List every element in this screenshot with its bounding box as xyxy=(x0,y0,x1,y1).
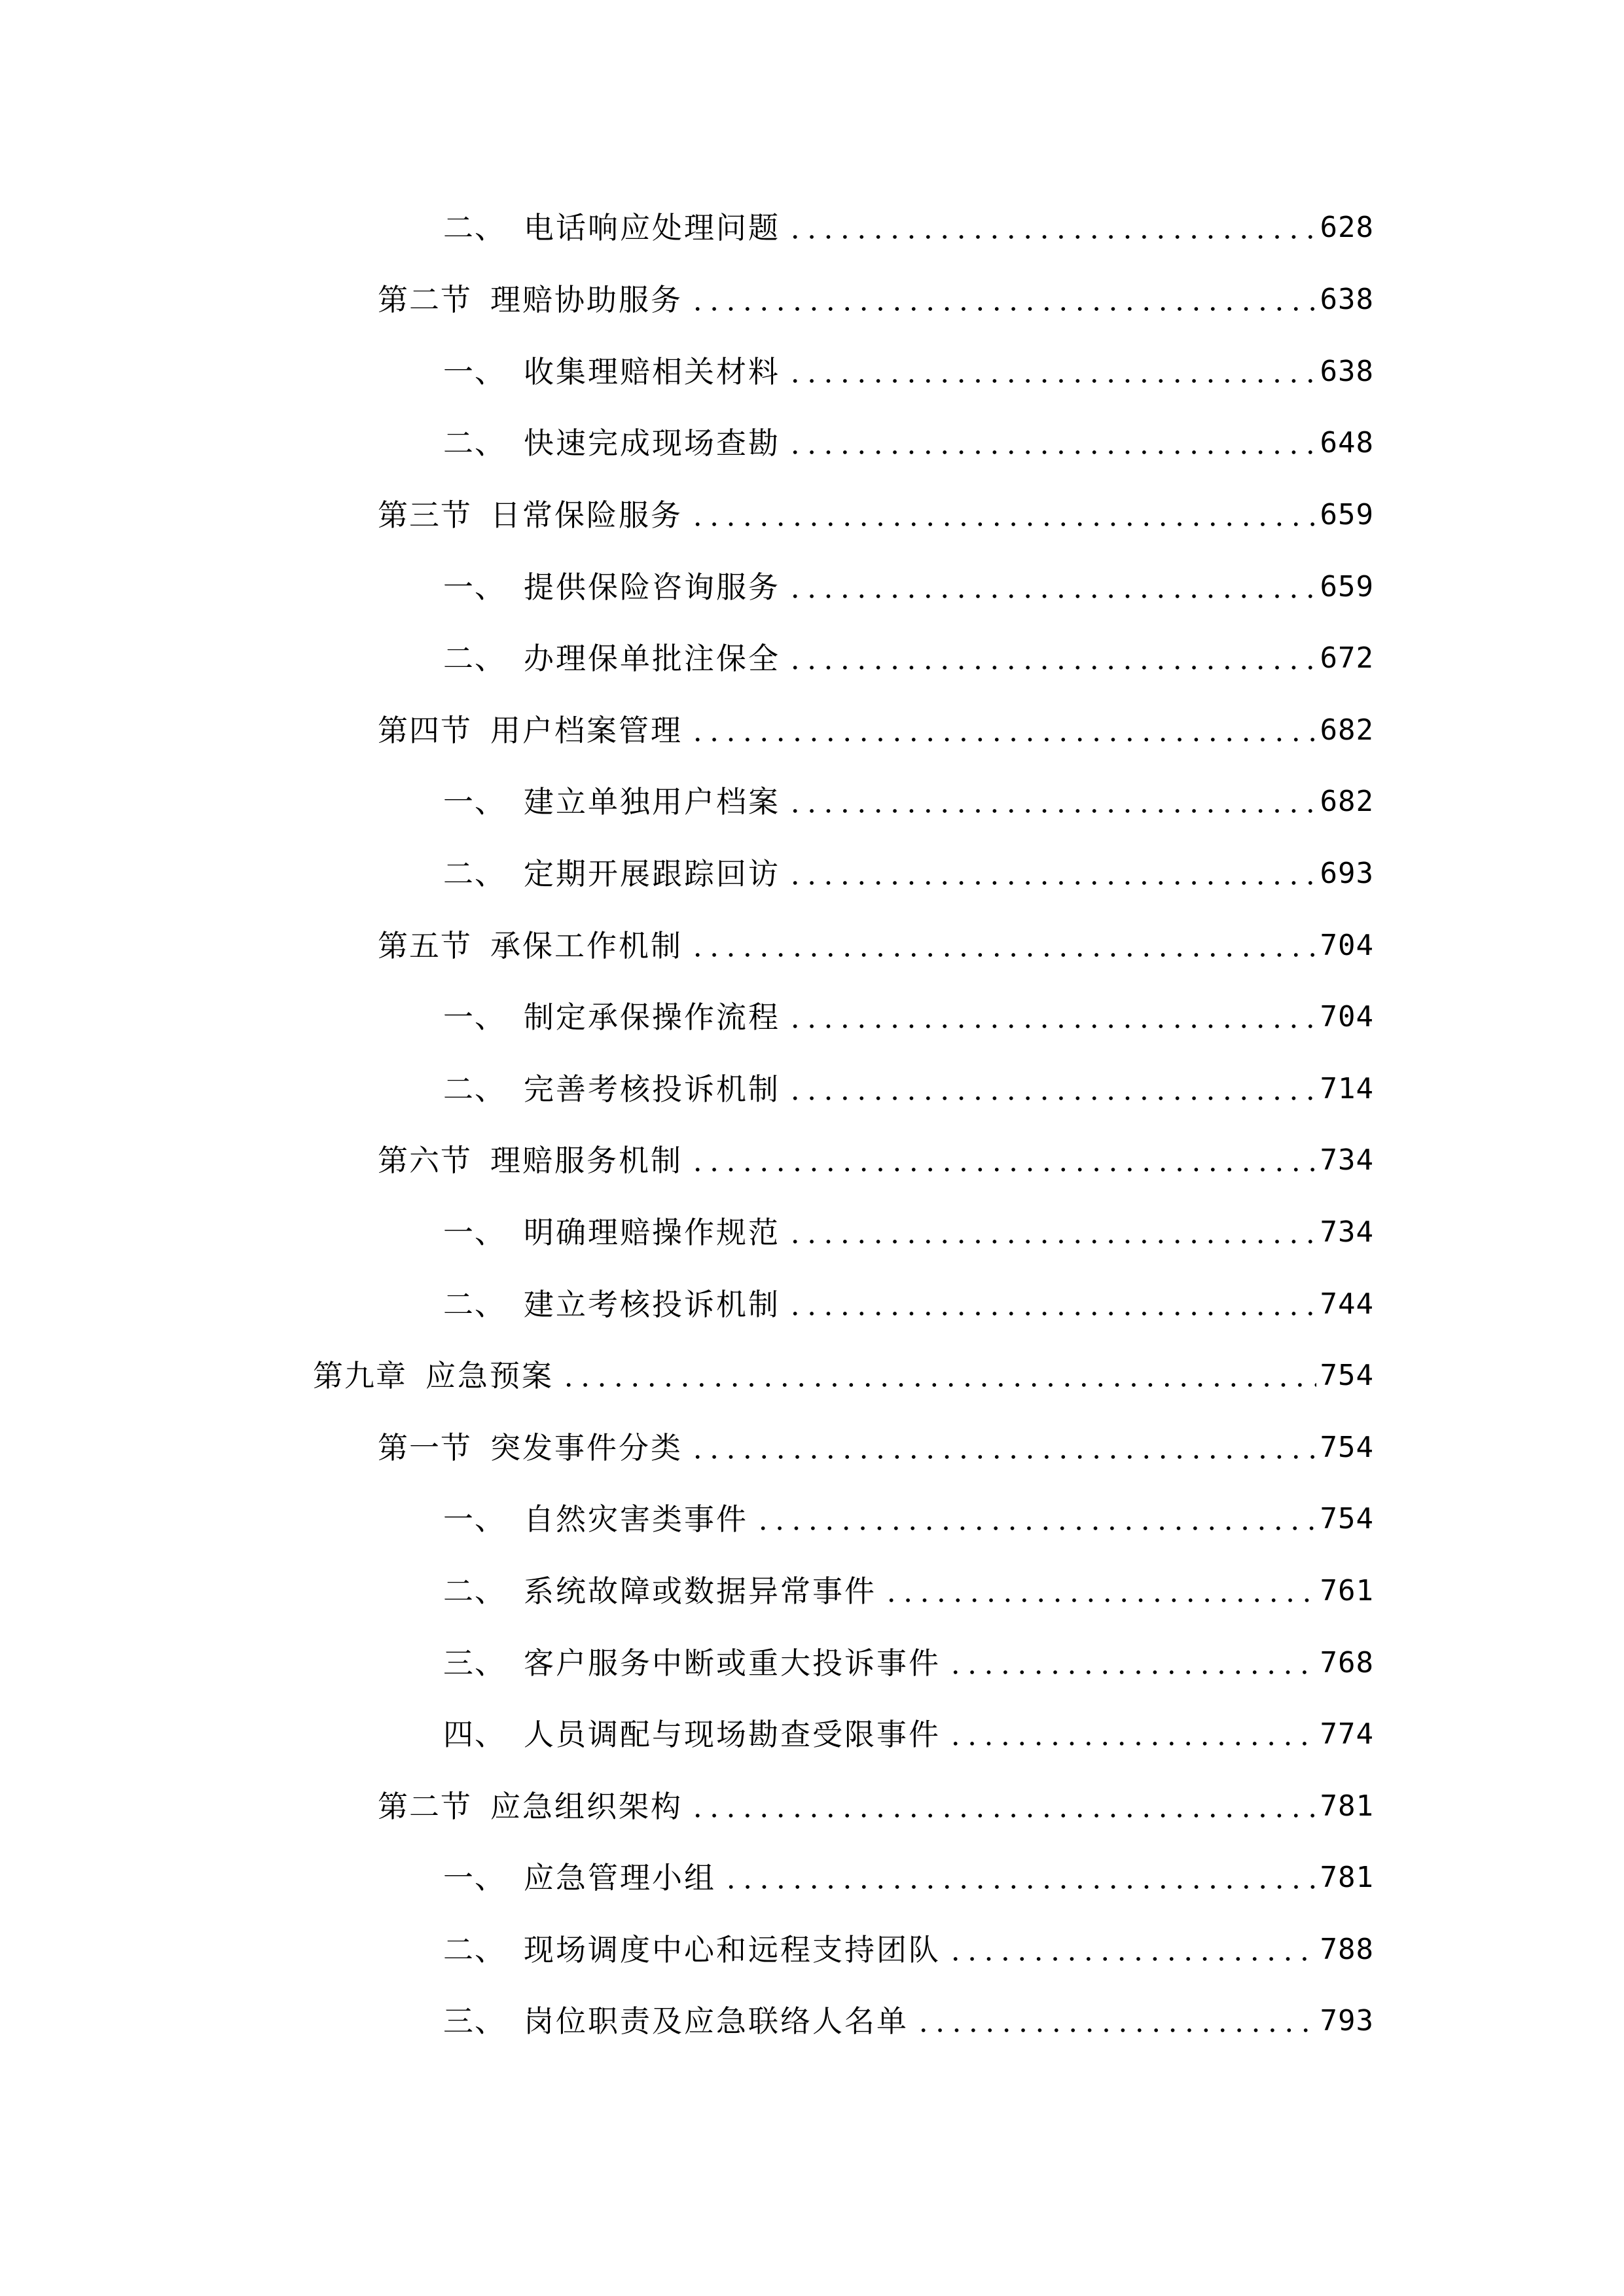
entry-title: 客户服务中断或重大投诉事件 xyxy=(524,1645,941,1681)
dot-leader xyxy=(689,708,1316,753)
toc-entry[interactable] xyxy=(313,1353,1374,1399)
entry-number: 二、 xyxy=(443,1287,506,1322)
entry-page-number: 682 xyxy=(1320,785,1374,818)
toc-entry[interactable] xyxy=(443,636,1374,681)
entry-number: 二、 xyxy=(443,641,506,676)
toc-entry[interactable] xyxy=(378,277,1374,323)
entry-number: 一、 xyxy=(443,569,506,605)
entry-number: 一、 xyxy=(443,354,506,389)
entry-number: 第一节 xyxy=(378,1430,472,1465)
entry-page-number: 793 xyxy=(1320,2004,1374,2037)
entry-title: 电话响应处理问题 xyxy=(524,210,780,245)
dot-leader xyxy=(689,277,1316,323)
entry-number: 二、 xyxy=(443,210,506,245)
entry-page-number: 734 xyxy=(1320,1215,1374,1249)
dot-leader xyxy=(787,420,1316,466)
toc-entry[interactable] xyxy=(443,1927,1374,1973)
entry-number: 二、 xyxy=(443,1573,506,1609)
dot-leader xyxy=(723,1855,1316,1901)
entry-page-number: 638 xyxy=(1320,355,1374,388)
entry-title: 明确理赔操作规范 xyxy=(524,1215,780,1250)
entry-page-number: 659 xyxy=(1320,498,1374,531)
toc-entry[interactable] xyxy=(443,779,1374,825)
dot-leader xyxy=(689,1138,1316,1183)
toc-entry[interactable] xyxy=(443,1568,1374,1614)
dot-leader xyxy=(689,1425,1316,1471)
entry-number: 一、 xyxy=(443,1860,506,1895)
entry-title: 应急组织架构 xyxy=(490,1789,683,1824)
entry-page-number: 648 xyxy=(1320,426,1374,459)
entry-page-number: 788 xyxy=(1320,1933,1374,1966)
entry-page-number: 628 xyxy=(1320,211,1374,244)
entry-title: 突发事件分类 xyxy=(490,1430,683,1465)
entry-title: 提供保险咨询服务 xyxy=(524,569,780,605)
entry-page-number: 774 xyxy=(1320,1717,1374,1751)
entry-number: 二、 xyxy=(443,1071,506,1107)
entry-page-number: 754 xyxy=(1320,1502,1374,1535)
entry-number: 四、 xyxy=(443,1717,506,1752)
entry-number: 二、 xyxy=(443,856,506,891)
entry-title: 快速完成现场查勘 xyxy=(524,425,780,461)
dot-leader xyxy=(787,205,1316,251)
entry-number: 第九章 xyxy=(313,1358,407,1393)
toc-entry[interactable] xyxy=(443,1282,1374,1327)
entry-number: 三、 xyxy=(443,1645,506,1681)
toc-entry[interactable] xyxy=(378,923,1374,969)
entry-title: 定期开展跟踪回访 xyxy=(524,856,780,891)
entry-page-number: 638 xyxy=(1320,283,1374,316)
entry-title: 办理保单批注保全 xyxy=(524,641,780,676)
entry-title: 应急管理小组 xyxy=(524,1860,716,1895)
entry-page-number: 744 xyxy=(1320,1287,1374,1321)
entry-page-number: 659 xyxy=(1320,570,1374,603)
entry-title: 岗位职责及应急联络人名单 xyxy=(524,2003,909,2039)
entry-title: 人员调配与现场勘查受限事件 xyxy=(524,1717,941,1752)
entry-number: 一、 xyxy=(443,1215,506,1250)
dot-leader xyxy=(883,1568,1316,1614)
entry-title: 建立考核投诉机制 xyxy=(524,1287,780,1322)
entry-title: 理赔协助服务 xyxy=(490,282,683,317)
entry-page-number: 704 xyxy=(1320,1000,1374,1033)
toc-entry[interactable] xyxy=(443,994,1374,1040)
dot-leader xyxy=(947,1927,1316,1973)
entry-title: 系统故障或数据异常事件 xyxy=(524,1573,876,1609)
toc-entry[interactable] xyxy=(378,1138,1374,1183)
entry-number: 三、 xyxy=(443,2003,506,2039)
entry-number: 一、 xyxy=(443,1501,506,1537)
dot-leader xyxy=(947,1640,1316,1686)
dot-leader xyxy=(689,1784,1316,1829)
dot-leader xyxy=(560,1353,1316,1399)
toc-entry[interactable] xyxy=(443,1855,1374,1901)
toc-entry[interactable] xyxy=(378,492,1374,538)
entry-page-number: 768 xyxy=(1320,1646,1374,1679)
entry-title: 收集理赔相关材料 xyxy=(524,354,780,389)
entry-page-number: 672 xyxy=(1320,641,1374,675)
entry-title: 完善考核投诉机制 xyxy=(524,1071,780,1107)
entry-title: 应急预案 xyxy=(425,1358,554,1393)
entry-page-number: 761 xyxy=(1320,1574,1374,1607)
dot-leader xyxy=(787,779,1316,825)
entry-number: 一、 xyxy=(443,784,506,819)
toc-entry[interactable] xyxy=(443,1712,1374,1757)
toc-entry[interactable] xyxy=(443,1998,1374,2044)
dot-leader xyxy=(787,564,1316,610)
entry-number: 二、 xyxy=(443,425,506,461)
entry-page-number: 754 xyxy=(1320,1359,1374,1392)
dot-leader xyxy=(755,1496,1316,1542)
entry-page-number: 781 xyxy=(1320,1789,1374,1823)
toc-entry[interactable] xyxy=(443,1640,1374,1686)
toc-entry[interactable] xyxy=(443,420,1374,466)
entry-page-number: 754 xyxy=(1320,1431,1374,1464)
entry-number: 第六节 xyxy=(378,1143,472,1178)
entry-page-number: 734 xyxy=(1320,1143,1374,1177)
entry-page-number: 704 xyxy=(1320,929,1374,962)
entry-number: 第三节 xyxy=(378,497,472,533)
entry-title: 承保工作机制 xyxy=(490,928,683,963)
dot-leader xyxy=(787,636,1316,681)
entry-number: 第二节 xyxy=(378,1789,472,1824)
toc-entry[interactable] xyxy=(443,851,1374,897)
entry-page-number: 714 xyxy=(1320,1072,1374,1105)
toc-entry[interactable] xyxy=(443,205,1374,251)
toc-entry[interactable] xyxy=(378,708,1374,753)
dot-leader xyxy=(787,349,1316,395)
toc-entry[interactable] xyxy=(443,1066,1374,1112)
entry-title: 现场调度中心和远程支持团队 xyxy=(524,1932,941,1967)
dot-leader xyxy=(915,1998,1316,2044)
entry-title: 制定承保操作流程 xyxy=(524,999,780,1035)
toc-entry[interactable] xyxy=(443,1496,1374,1542)
toc-entry[interactable] xyxy=(443,349,1374,395)
toc-entry[interactable] xyxy=(378,1784,1374,1829)
entry-title: 日常保险服务 xyxy=(490,497,683,533)
entry-number: 二、 xyxy=(443,1932,506,1967)
entry-number: 第二节 xyxy=(378,282,472,317)
dot-leader xyxy=(787,1282,1316,1327)
dot-leader xyxy=(787,851,1316,897)
entry-page-number: 781 xyxy=(1320,1861,1374,1894)
toc-entry[interactable] xyxy=(378,1425,1374,1471)
dot-leader xyxy=(787,994,1316,1040)
entry-number: 第四节 xyxy=(378,713,472,748)
entry-title: 理赔服务机制 xyxy=(490,1143,683,1178)
entry-title: 用户档案管理 xyxy=(490,713,683,748)
dot-leader xyxy=(787,1210,1316,1255)
dot-leader xyxy=(689,923,1316,969)
entry-page-number: 682 xyxy=(1320,713,1374,747)
entry-number: 第五节 xyxy=(378,928,472,963)
dot-leader xyxy=(947,1712,1316,1757)
entry-number: 一、 xyxy=(443,999,506,1035)
entry-page-number: 693 xyxy=(1320,857,1374,890)
entry-title: 建立单独用户档案 xyxy=(524,784,780,819)
dot-leader xyxy=(787,1066,1316,1112)
toc-entry[interactable] xyxy=(443,1210,1374,1255)
toc-entry[interactable] xyxy=(443,564,1374,610)
dot-leader xyxy=(689,492,1316,538)
entry-title: 自然灾害类事件 xyxy=(524,1501,748,1537)
